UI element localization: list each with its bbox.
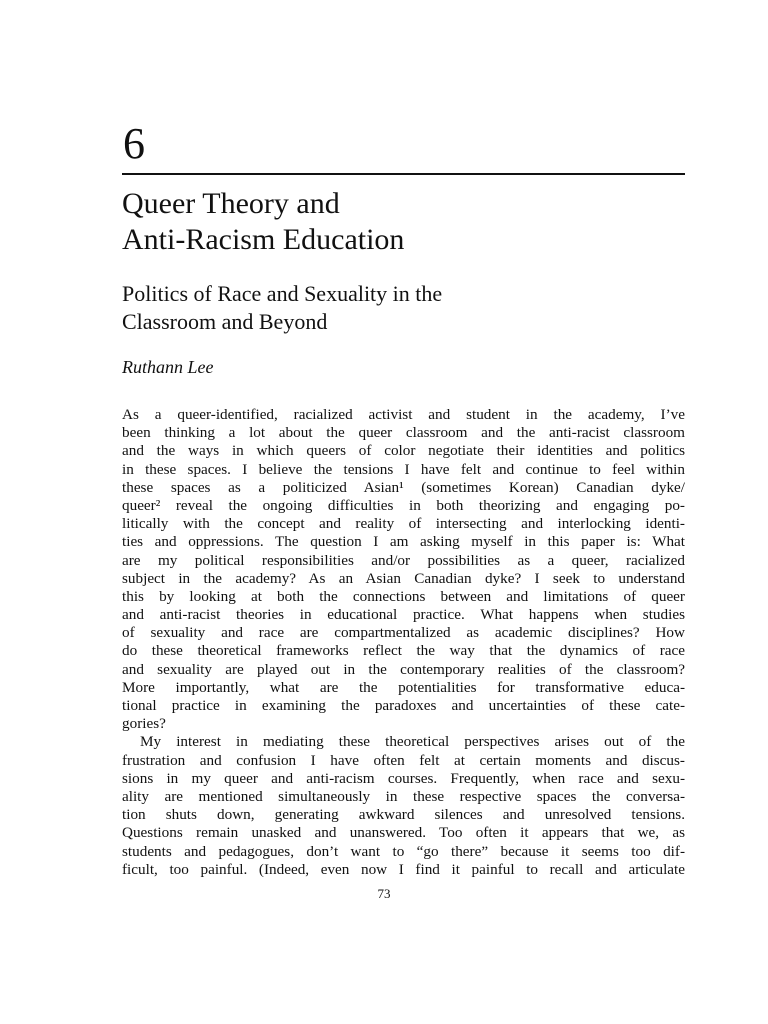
text-line: in these spaces. I believe the tensions I have felt and continue to feel within	[122, 460, 685, 478]
text-line: frustration and confusion I have often felt at certain moments and discus-	[122, 751, 685, 769]
page-number: 73	[377, 886, 391, 901]
text-line: As a queer-identified, racialized activist and student in the academy, I’ve	[122, 406, 685, 423]
chapter-title-line: Anti-Racism Education	[122, 223, 405, 256]
chapter-divider	[122, 173, 685, 175]
text-line: tional practice in examining the paradoxes and uncertainties of these cate-	[122, 697, 685, 714]
text-line: queer² reveal the ongoing difficulties in both theorizing and engaging po-	[122, 496, 685, 514]
text-line: tion shuts down, generating awkward silences and unresolved tensions.	[122, 806, 685, 824]
text-line: and anti-racist theories in educational practice. What happens when studies	[122, 606, 685, 624]
paragraph	[122, 733, 685, 879]
text-line: and the ways in which queers of color negotiate their identities and politics	[122, 442, 685, 460]
text-line: subject in the academy? As an Asian Canadian dyke? I seek to understand	[122, 569, 685, 587]
text-line: this by looking at both the connections between and limitations of queer	[122, 587, 685, 605]
text-line: of sexuality and race are compartmentalized as academic disciplines? How	[122, 624, 685, 642]
text-line: students and pedagogues, don’t want to “go there” because it seems too dif-	[122, 842, 685, 860]
text-line: sions in my queer and anti-racism courses. Frequently, when race and sexu-	[122, 769, 685, 787]
text-line: been thinking a lot about the queer classroom and the anti-racist classroom	[122, 424, 685, 442]
text-line: ties and oppressions. The question I am asking myself in this paper is: What	[122, 533, 685, 551]
chapter-title	[122, 186, 685, 258]
text-line: My interest in mediating these theoretical perspectives arises out of the	[140, 733, 685, 751]
text-line: do these theoretical frameworks reflect the way that the dynamics of race	[122, 642, 685, 660]
chapter-subtitle-line: Classroom and Beyond	[122, 309, 328, 334]
author-name: Ruthann Lee	[122, 357, 214, 377]
paragraph	[122, 406, 685, 733]
text-line: Questions remain unasked and unanswered. Too often it appears that we, as	[122, 824, 685, 842]
chapter-number: 6	[123, 119, 145, 168]
text-line: are my political responsibilities and/or possibilities as a queer, racialized	[122, 551, 685, 569]
text-line: litically with the concept and reality of intersecting and interlocking identi-	[122, 515, 685, 533]
text-line: these spaces as a politicized Asian¹ (sometimes Korean) Canadian dyke/	[122, 478, 685, 496]
text-line: ficult, too painful. (Indeed, even now I find it painful to recall and articulate	[122, 860, 685, 878]
body-text	[122, 406, 685, 879]
text-line: and sexuality are played out in the contemporary realities of the classroom?	[122, 660, 685, 678]
chapter-title-line: Queer Theory and	[122, 187, 340, 220]
text-line: More importantly, what are the potentialities for transformative educa-	[122, 678, 685, 696]
chapter-subtitle	[122, 280, 685, 336]
chapter-subtitle-line: Politics of Race and Sexuality in the	[122, 281, 443, 306]
text-line: ality are mentioned simultaneously in these respective spaces the conversa-	[122, 787, 685, 805]
text-line: gories?	[122, 715, 166, 733]
